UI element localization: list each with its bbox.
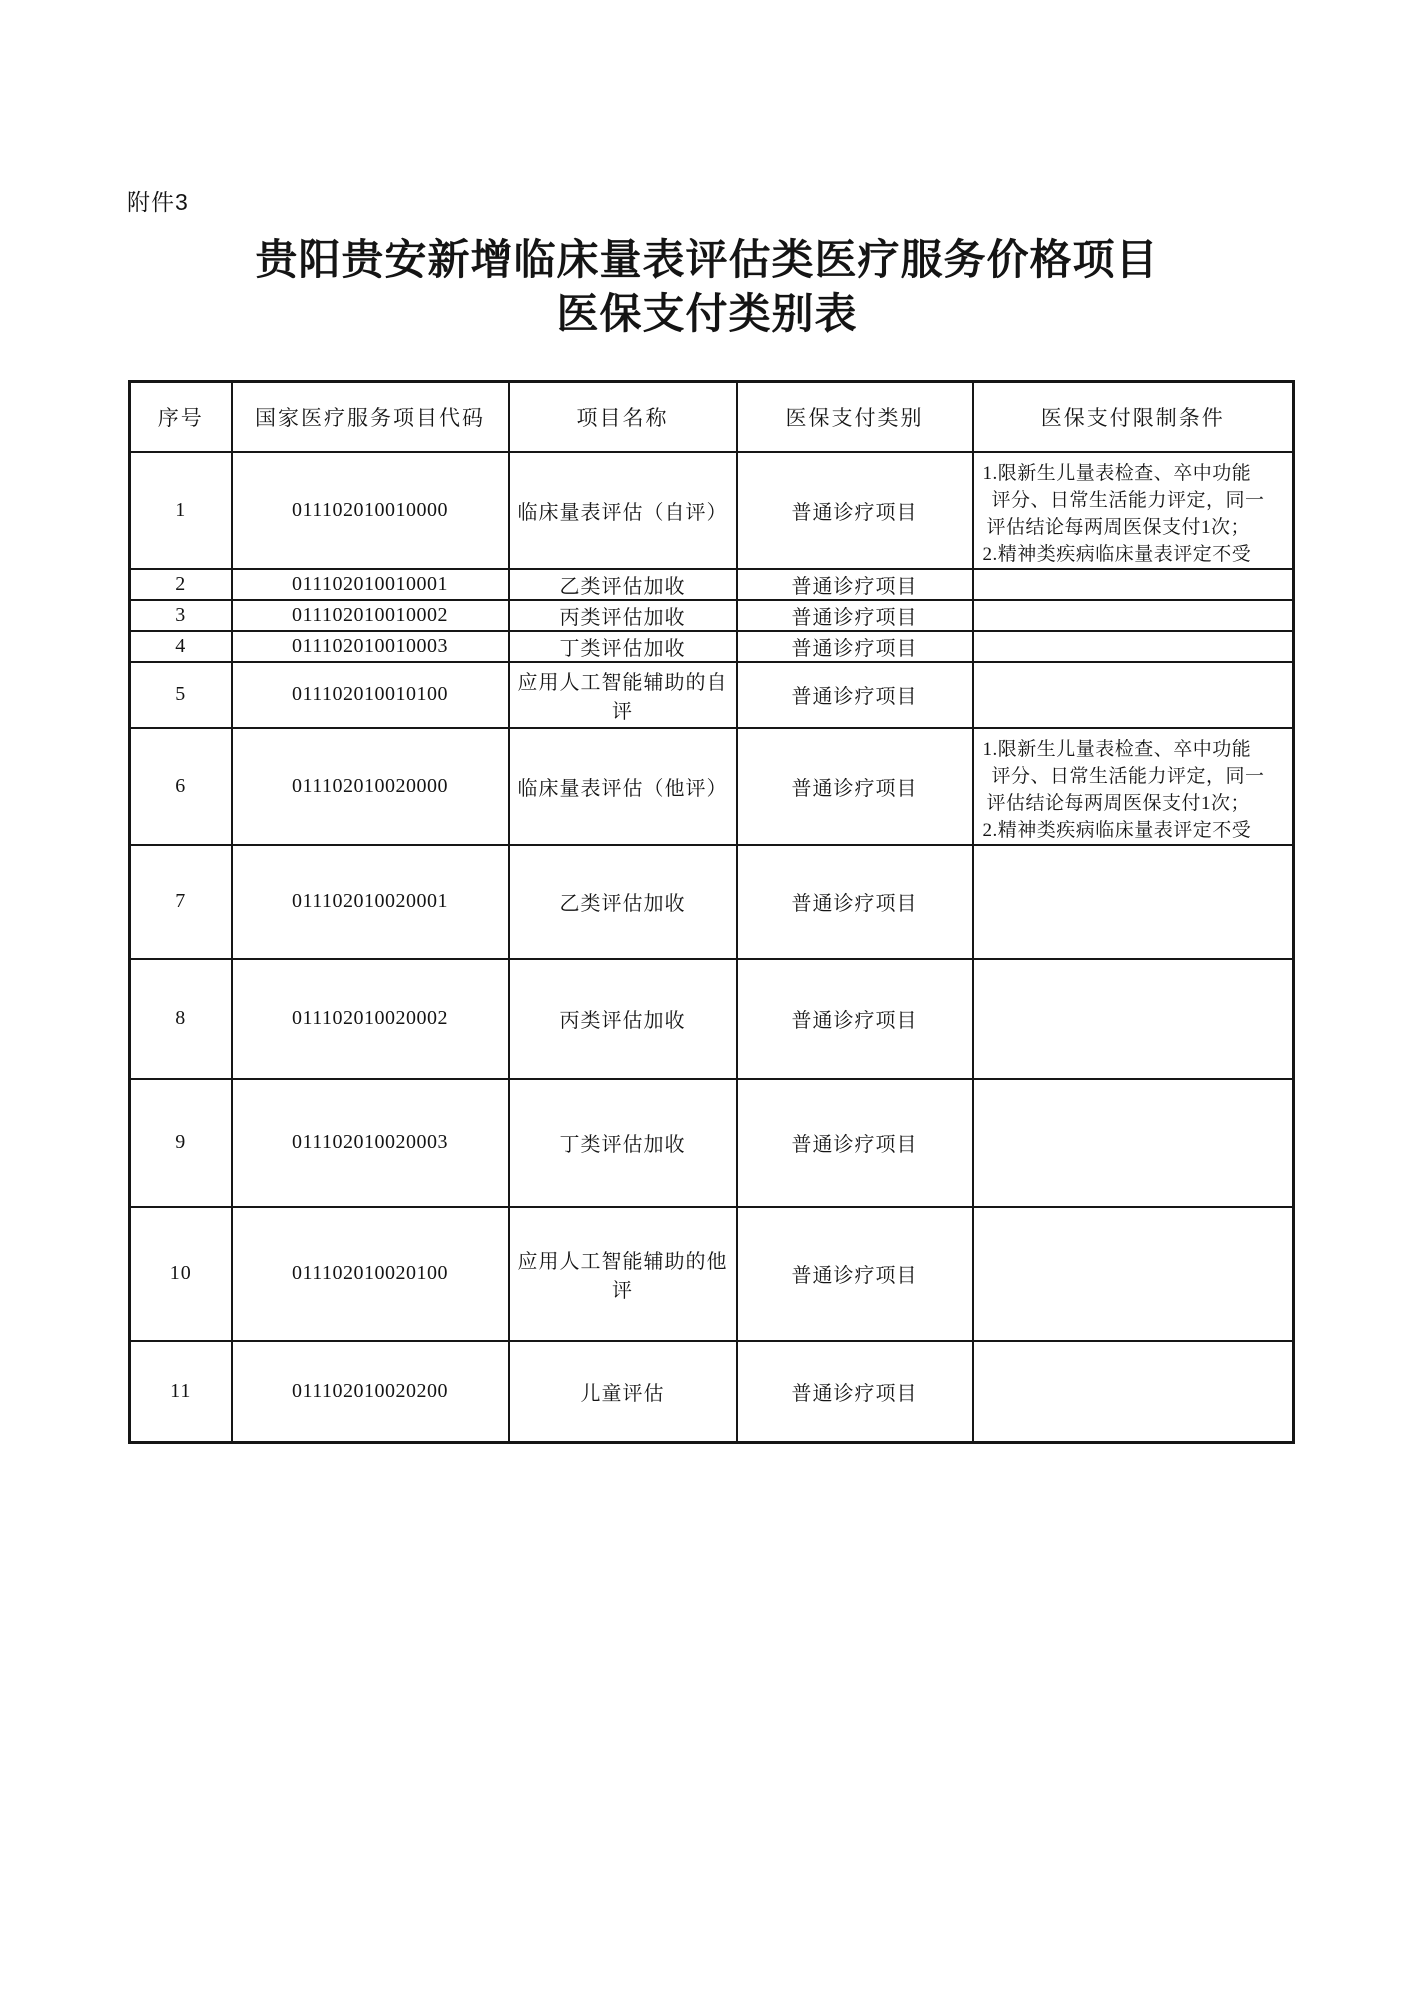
cell-seq: 7 [130,845,232,959]
cell-code: 011102010010001 [232,569,509,600]
col-header-seq: 序号 [130,382,232,452]
cell-code: 011102010020001 [232,845,509,959]
cell-seq: 9 [130,1079,232,1207]
restriction-line: 2.精神类疾病临床量表评定不受 [982,543,1252,565]
table-row [130,1341,1294,1443]
col-header-restriction: 医保支付限制条件 [973,382,1294,452]
restriction-line: 1.限新生儿量表检查、卒中功能 [982,462,1252,484]
col-header-code: 国家医疗服务项目代码 [232,382,509,452]
cell-code: 011102010010100 [232,662,509,728]
cell-name: 丁类评估加收 [509,631,737,662]
title-line-1: 贵阳贵安新增临床量表评估类医疗服务价格项目 [255,238,1159,284]
restriction-line: 评分、日常生活能力评定，同一 [991,489,1265,511]
cell-name: 乙类评估加收 [509,569,737,600]
restriction-line: 2.精神类疾病临床量表评定不受 [982,819,1252,841]
cell-code: 011102010010002 [232,600,509,631]
cell-restriction [973,452,1294,569]
cell-restriction [973,600,1294,631]
cell-category: 普通诊疗项目 [737,959,973,1079]
cell-category: 普通诊疗项目 [737,728,973,845]
cell-restriction [973,959,1294,1079]
cell-code: 011102010020100 [232,1207,509,1341]
table-row [130,569,1294,600]
cell-category: 普通诊疗项目 [737,662,973,728]
table-row [130,959,1294,1079]
attachment-label: 附件3 [127,189,189,215]
table-row [130,728,1294,845]
table-row [130,1207,1294,1341]
cell-code: 011102010010000 [232,452,509,569]
restriction-line: 评估结论每两周医保支付1次； [986,792,1251,814]
cell-code: 011102010020200 [232,1341,509,1443]
cell-seq: 2 [130,569,232,600]
cell-restriction [973,1341,1294,1443]
cell-restriction [973,1207,1294,1341]
payment-category-table [128,380,1295,1444]
cell-category: 普通诊疗项目 [737,631,973,662]
cell-seq: 3 [130,600,232,631]
cell-code: 011102010020000 [232,728,509,845]
cell-category: 普通诊疗项目 [737,845,973,959]
table-row [130,452,1294,569]
cell-restriction [973,845,1294,959]
table-row [130,845,1294,959]
document-title [0,234,1414,342]
cell-name: 应用人工智能辅助的自评 [509,662,737,728]
col-header-category: 医保支付类别 [737,382,973,452]
cell-name: 临床量表评估（他评） [509,728,737,845]
cell-category: 普通诊疗项目 [737,600,973,631]
cell-category: 普通诊疗项目 [737,1207,973,1341]
title-line-2: 医保支付类别表 [556,292,858,338]
cell-code: 011102010020003 [232,1079,509,1207]
restriction-line: 评分、日常生活能力评定，同一 [991,765,1265,787]
table-row [130,662,1294,728]
table-row [130,1079,1294,1207]
restriction-line: 1.限新生儿量表检查、卒中功能 [982,738,1252,760]
table-row [130,600,1294,631]
cell-code: 011102010010003 [232,631,509,662]
cell-restriction [973,1079,1294,1207]
cell-name: 丁类评估加收 [509,1079,737,1207]
cell-seq: 10 [130,1207,232,1341]
cell-name: 丙类评估加收 [509,959,737,1079]
cell-name: 临床量表评估（自评） [509,452,737,569]
cell-name: 乙类评估加收 [509,845,737,959]
cell-seq: 6 [130,728,232,845]
cell-category: 普通诊疗项目 [737,569,973,600]
cell-restriction [973,631,1294,662]
cell-restriction [973,662,1294,728]
cell-seq: 5 [130,662,232,728]
cell-seq: 11 [130,1341,232,1443]
cell-seq: 8 [130,959,232,1079]
cell-category: 普通诊疗项目 [737,452,973,569]
cell-seq: 4 [130,631,232,662]
cell-name: 应用人工智能辅助的他评 [509,1207,737,1341]
table-row [130,631,1294,662]
cell-seq: 1 [130,452,232,569]
cell-name: 丙类评估加收 [509,600,737,631]
col-header-name: 项目名称 [509,382,737,452]
cell-restriction [973,569,1294,600]
cell-name: 儿童评估 [509,1341,737,1443]
cell-category: 普通诊疗项目 [737,1341,973,1443]
cell-category: 普通诊疗项目 [737,1079,973,1207]
restriction-line: 评估结论每两周医保支付1次； [986,516,1251,538]
table-header-row [130,382,1294,452]
cell-code: 011102010020002 [232,959,509,1079]
cell-restriction [973,728,1294,845]
